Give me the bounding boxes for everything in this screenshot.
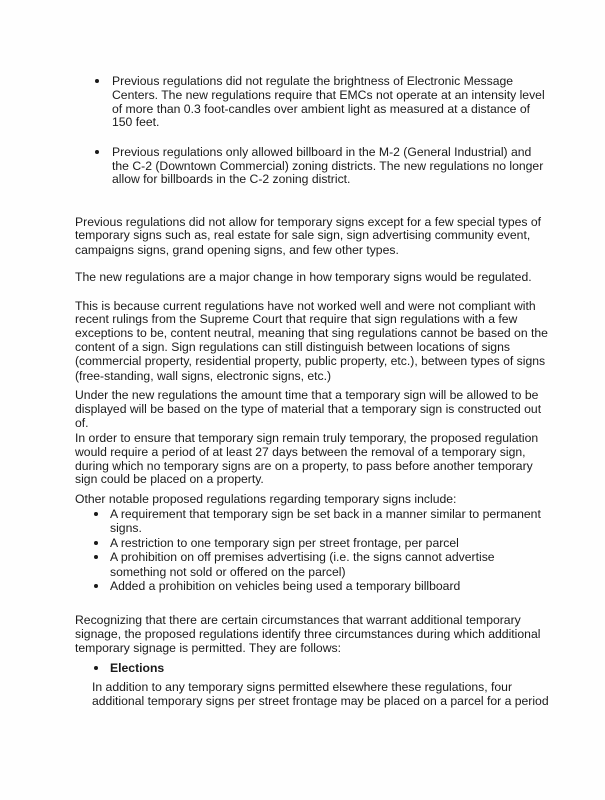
text-line: sign could be placed on a property. [75, 472, 264, 486]
list-item: signs. [110, 521, 142, 535]
text-line: In addition to any temporary signs permitted elsewhere these regulations, four [92, 680, 513, 694]
text-line: Previous regulations did not regulate the brightness of Electronic Message [112, 74, 514, 88]
text-line: during which no temporary signs are on a property, to pass before another temporary [75, 459, 533, 473]
text-line: of. [75, 416, 89, 430]
text-line: Centers. The new regulations require that EMCs not operate at an intensity level [112, 88, 545, 102]
text-line: would require a period of at least 27 days between the removal of a temporary sign, [75, 445, 526, 459]
elections-heading: Elections [110, 661, 165, 675]
text-line: The new regulations are a major change in how temporary signs would be regulated. [75, 270, 532, 284]
text-line: campaigns signs, grand opening signs, and few other types. [75, 243, 399, 257]
text-line: Recognizing that there are certain circumstances that warrant additional temporary [75, 613, 521, 627]
text-line: allow for billboards in the C-2 zoning district. [112, 172, 351, 186]
text-line: Other notable proposed regulations regarding temporary signs include: [75, 492, 457, 506]
text-line: temporary signs such as, real estate for sale sign, sign advertising community event, [75, 228, 531, 242]
text-line: This is because current regulations have not worked well and were not compliant with [75, 299, 536, 313]
list-item: something not sold or offered on the parcel) [110, 565, 346, 579]
bullet-icon [94, 512, 98, 516]
text-line: Previous regulations did not allow for temporary signs except for a few special types of [75, 215, 542, 229]
text-line: Previous regulations only allowed billboard in the M-2 (General Industrial) and [112, 145, 532, 159]
text-line: displayed will be based on the type of material that a temporary sign is constructed out [75, 402, 542, 416]
text-line: the C-2 (Downtown Commercial) zoning districts. The new regulations no longer [112, 159, 544, 173]
bullet-icon [94, 541, 98, 545]
text-line: (commercial property, residential property, public property, etc.), between types of signs [75, 354, 546, 368]
list-item: A requirement that temporary sign be set back in a manner similar to permanent [110, 507, 541, 521]
bullet-icon [94, 666, 98, 670]
text-line: content of a sign. Sign regulations can still distinguish between locations of signs [75, 340, 510, 354]
bullet-icon [95, 150, 99, 154]
text-line: additional temporary signs per street frontage may be placed on a parcel for a period [92, 694, 549, 708]
text-line: In order to ensure that temporary sign remain truly temporary, the proposed regulation [75, 431, 539, 445]
list-item: A restriction to one temporary sign per street frontage, per parcel [110, 536, 459, 550]
list-item: Added a prohibition on vehicles being used a temporary billboard [110, 579, 461, 593]
bullet-icon [94, 584, 98, 588]
text-line: of more than 0.3 foot-candles over ambient light as measured at a distance of [112, 102, 530, 116]
bullet-icon [95, 79, 99, 83]
text-line: recent rulings from the Supreme Court that require that sign regulations with a few [75, 312, 518, 326]
text-line: exceptions to be, content neutral, meaning that sing regulations cannot be based on the [75, 326, 548, 340]
text-line: (free-standing, wall signs, electronic signs, etc.) [75, 369, 332, 383]
bullet-icon [94, 555, 98, 559]
text-line: temporary signage is permitted. They are follows: [75, 641, 341, 655]
text-line: Under the new regulations the amount time that a temporary sign will be allowed to be [75, 388, 539, 402]
text-line: 150 feet. [112, 115, 160, 129]
text-line: signage, the proposed regulations identify three circumstances during which additional [75, 627, 541, 641]
list-item: A prohibition on off premises advertising (i.e. the signs cannot advertise [110, 550, 495, 564]
